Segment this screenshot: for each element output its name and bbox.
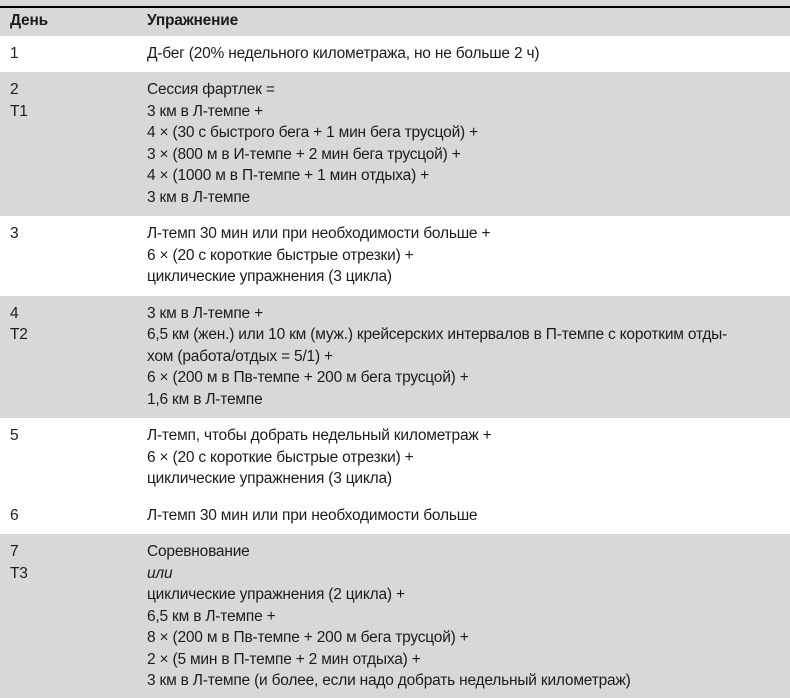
exercise-line: 3 км в Л-темпе + xyxy=(147,102,263,120)
exercise-line: Сессия фартлек = xyxy=(147,81,275,98)
exercise-line: циклические упражнения (3 цикла) xyxy=(147,268,392,285)
exercise-line: 3 км в Л-темпе xyxy=(147,188,250,206)
table-row xyxy=(0,36,790,73)
day-tag: Т1 xyxy=(10,102,28,120)
exercise-line: циклические упражнения (2 цикла) + xyxy=(147,586,405,603)
exercise-line: Л-темп 30 мин или при необходимости больше + xyxy=(147,225,491,242)
day-cell xyxy=(10,541,147,692)
day-number: 5 xyxy=(10,427,19,444)
exercise-line: 4 × (1000 м в П-темпе + 1 мин отдыха) + xyxy=(147,167,429,184)
header-row xyxy=(0,8,790,36)
exercise-cell xyxy=(147,505,778,527)
exercise-line: 6,5 км в Л-темпе + xyxy=(147,607,276,625)
exercise-line: хом (работа/отдых = 5/1) + xyxy=(147,347,333,365)
exercise-cell xyxy=(147,223,778,288)
day-tag: Т3 xyxy=(10,564,28,582)
table-row xyxy=(0,498,790,535)
exercise-line: 6 × (20 с короткие быстрые отрезки) + xyxy=(147,448,414,466)
exercise-line: 4 × (30 с быстрого бега + 1 мин бега трусцой) + xyxy=(147,124,478,141)
table-header xyxy=(0,0,790,36)
day-number: 1 xyxy=(10,44,19,62)
exercise-line: 1,6 км в Л-темпе xyxy=(147,390,263,408)
day-cell xyxy=(10,79,147,208)
exercise-line: Л-темп, чтобы добрать недельный километраж + xyxy=(147,427,492,444)
exercise-cell xyxy=(147,541,778,692)
day-number: 4 xyxy=(10,304,19,322)
table-row xyxy=(0,418,790,498)
day-cell xyxy=(10,43,147,65)
exercise-cell xyxy=(147,79,778,208)
exercise-line: 8 × (200 м в Пв-темпе + 200 м бега трусцой) + xyxy=(147,629,469,646)
exercise-line: Д-бег (20% недельного километража, но не больше 2 ч) xyxy=(147,44,540,62)
exercise-line: 3 км в Л-темпе + xyxy=(147,304,263,322)
table-row xyxy=(0,296,790,419)
exercise-line: 3 км в Л-темпе (и более, если надо добрать недельный километраж) xyxy=(147,672,631,689)
exercise-column-header: Упражнение xyxy=(147,12,238,29)
table-row xyxy=(0,216,790,296)
exercise-cell xyxy=(147,43,778,65)
exercise-line: или xyxy=(147,564,173,582)
day-column-header: День xyxy=(10,12,48,29)
exercise-line: циклические упражнения (3 цикла) xyxy=(147,470,392,487)
table-row xyxy=(0,72,790,216)
day-tag: Т2 xyxy=(10,326,28,343)
day-cell xyxy=(10,425,147,490)
exercise-line: Соревнование xyxy=(147,543,250,560)
exercise-cell xyxy=(147,425,778,490)
exercise-line: Л-темп 30 мин или при необходимости больше xyxy=(147,506,478,524)
day-number: 6 xyxy=(10,506,19,524)
day-cell xyxy=(10,303,147,411)
exercise-line: 6,5 км (жен.) или 10 км (муж.) крейсерских интервалов в П-темпе с коротким отды- xyxy=(147,326,728,343)
day-cell xyxy=(10,505,147,527)
table-row xyxy=(0,534,790,698)
exercise-line: 2 × (5 мин в П-темпе + 2 мин отдыха) + xyxy=(147,650,421,668)
day-cell xyxy=(10,223,147,288)
day-number: 3 xyxy=(10,225,19,242)
day-number: 7 xyxy=(10,543,19,560)
exercise-cell xyxy=(147,303,778,411)
exercise-line: 6 × (20 с короткие быстрые отрезки) + xyxy=(147,246,414,264)
exercise-line: 3 × (800 м в И-темпе + 2 мин бега трусцой) + xyxy=(147,145,461,163)
day-number: 2 xyxy=(10,81,19,98)
exercise-line: 6 × (200 м в Пв-темпе + 200 м бега трусцой) + xyxy=(147,369,469,386)
